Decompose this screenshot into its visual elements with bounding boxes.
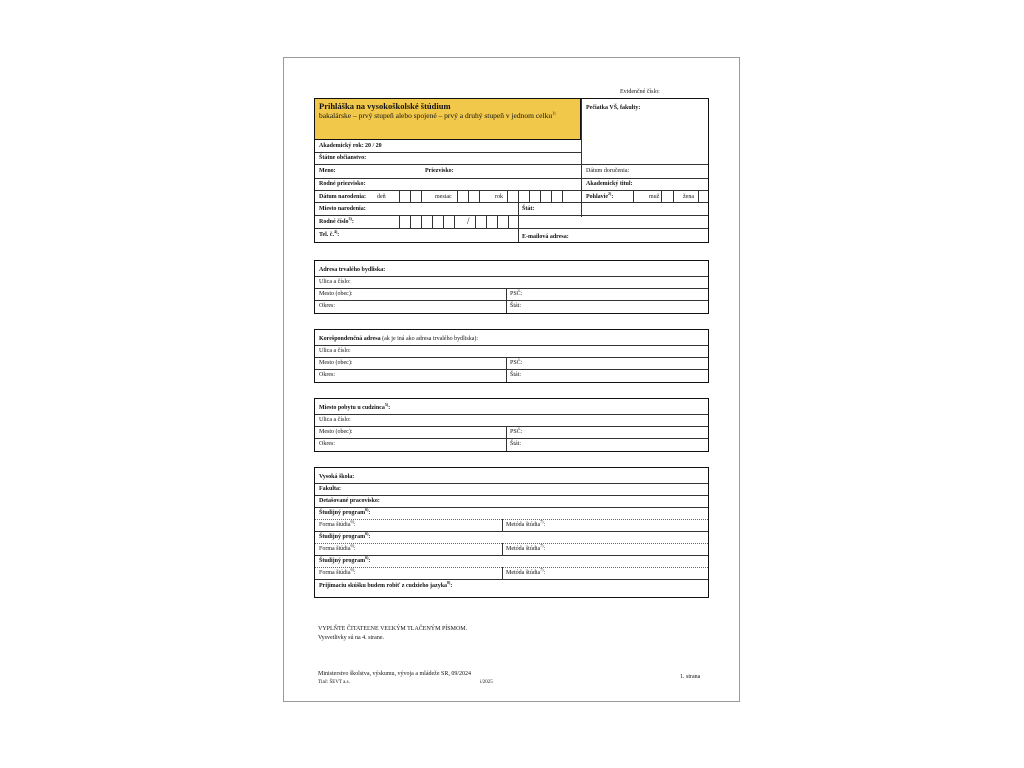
foreign-address-box bbox=[314, 398, 709, 452]
study-form-label: Forma štúdia$^{6)}$: bbox=[319, 543, 356, 552]
academic-year-label: Akademický rok: bbox=[319, 143, 364, 149]
correspondence-address-heading: Korešpondenčná adresa (ak je iná ako adresa trvalého bydliska): bbox=[319, 336, 479, 342]
form-code: i/2025 bbox=[480, 680, 493, 685]
foreign-street-label: Ulica a číslo: bbox=[319, 417, 351, 423]
gender-label: Pohlavie$^{2)}$: bbox=[586, 191, 614, 200]
workplace-label: Detašované pracovisko: bbox=[319, 498, 380, 504]
academic-title-label: Akademický titul: bbox=[586, 181, 633, 187]
permanent-address-box bbox=[314, 260, 709, 314]
phone-label: Tel. č.$^{4)}$: bbox=[319, 229, 340, 238]
correspondence-address-box bbox=[314, 329, 709, 383]
birth-number-label: Rodné číslo$^{3)}$: bbox=[319, 216, 354, 225]
surname-label: Priezvisko: bbox=[425, 168, 454, 174]
gender-female-label: žena bbox=[683, 194, 694, 200]
form-subtitle: bakalárske – prvý stupeň alebo spojené – prvý a druhý stupeň v jednom celku$^{1)}$ bbox=[319, 110, 556, 120]
permanent-psc-label: PSČ: bbox=[510, 291, 523, 297]
birth-day-label: deň bbox=[377, 194, 386, 200]
faculty-label: Fakulta: bbox=[319, 486, 342, 492]
page-number: 1. strana bbox=[680, 674, 701, 680]
university-label: Vysoká škola: bbox=[319, 474, 355, 480]
correspondence-city-label: Mesto (obec): bbox=[319, 360, 353, 366]
school-box bbox=[314, 467, 709, 598]
email-label: E-mailová adresa: bbox=[522, 234, 569, 240]
permanent-address-heading: Adresa trvalého bydliska: bbox=[319, 267, 386, 273]
application-form-page bbox=[283, 57, 740, 702]
foreign-district-label: Okres: bbox=[319, 441, 335, 447]
correspondence-street-label: Ulica a číslo: bbox=[319, 348, 351, 354]
explanations-note: Vysvetlivky sú na 4. strane. bbox=[318, 635, 384, 641]
form-title: Prihláška na vysokoškolské štúdium bbox=[319, 101, 451, 111]
correspondence-psc-label: PSČ: bbox=[510, 360, 523, 366]
delivery-date-label: Dátum doručenia: bbox=[586, 168, 630, 174]
birth-month-label: mesiac bbox=[435, 194, 452, 200]
birth-state-label: Štát: bbox=[522, 206, 535, 212]
ministry-credit: Ministerstvo školstva, výskumu, vývoja a mládeže SR, 09/2024 bbox=[318, 671, 471, 677]
foreign-city-label: Mesto (obec): bbox=[319, 429, 353, 435]
evidence-number-label: Evidenčné číslo: bbox=[620, 89, 660, 95]
study-program-label: Študijný program$^{6)}$: bbox=[319, 531, 371, 540]
permanent-state-label: Štát: bbox=[510, 303, 522, 309]
correspondence-state-label: Štát: bbox=[510, 372, 522, 378]
study-method-label: Metóda štúdia$^{7)}$: bbox=[506, 567, 546, 576]
foreign-psc-label: PSČ: bbox=[510, 429, 523, 435]
permanent-district-label: Okres: bbox=[319, 303, 335, 309]
permanent-city-label: Mesto (obec): bbox=[319, 291, 353, 297]
study-method-label: Metóda štúdia$^{7)}$: bbox=[506, 519, 546, 528]
foreign-language-exam-label: Prijímaciu skúšku budem robiť z cudzieho jazyka$^{8)}$: bbox=[319, 580, 453, 589]
stamp-label: Pečiatka VŠ, fakulty: bbox=[586, 105, 641, 111]
study-program-label: Študijný program$^{6)}$: bbox=[319, 555, 371, 564]
birth-date-label: Dátum narodenia: bbox=[319, 194, 367, 200]
foreign-state-label: Štát: bbox=[510, 441, 522, 447]
study-form-label: Forma štúdia$^{6)}$: bbox=[319, 567, 356, 576]
printer-credit: Tlač: ŠEVT a.s. bbox=[318, 680, 350, 685]
fill-instruction: VYPLŇTE ČITATEĽNE VEĽKÝM TLAČENÝM PÍSMOM. bbox=[318, 626, 468, 632]
study-method-label: Metóda štúdia$^{7)}$: bbox=[506, 543, 546, 552]
correspondence-district-label: Okres: bbox=[319, 372, 335, 378]
birth-year-label: rok bbox=[495, 194, 503, 200]
birth-number-slash: / bbox=[467, 216, 470, 226]
citizenship-label: Štátne občianstvo: bbox=[319, 155, 367, 161]
personal-data-box bbox=[314, 98, 709, 243]
foreign-address-heading: Miesto pobytu u cudzinca$^{5)}$: bbox=[319, 402, 391, 411]
name-label: Meno: bbox=[319, 168, 336, 174]
birthplace-label: Miesto narodenia: bbox=[319, 206, 366, 212]
study-form-label: Forma štúdia$^{6)}$: bbox=[319, 519, 356, 528]
permanent-street-label: Ulica a číslo: bbox=[319, 279, 351, 285]
birth-surname-label: Rodné priezvisko: bbox=[319, 181, 366, 187]
gender-male-label: muž bbox=[649, 194, 660, 200]
academic-year-value: 20 / 20 bbox=[365, 143, 382, 149]
study-program-label: Študijný program$^{6)}$: bbox=[319, 507, 371, 516]
